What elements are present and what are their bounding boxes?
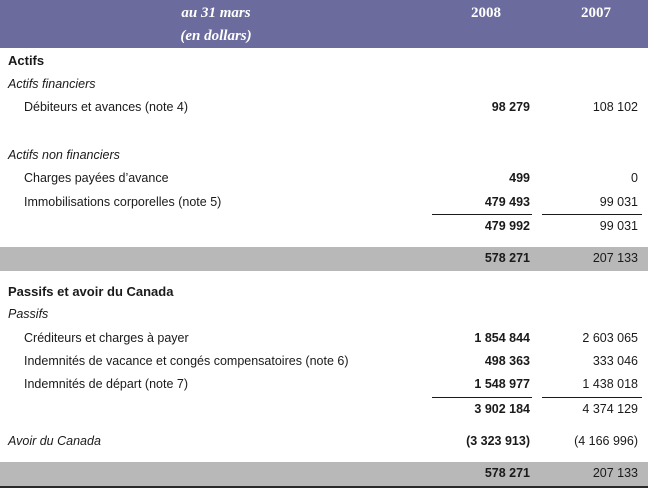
table-row-receivables [0,97,648,119]
row-label: Charges payées d’avance [24,171,169,185]
table-row-vacation [0,351,648,373]
value-2008: 498 363 [484,354,530,368]
table-row-equity [0,431,648,453]
value-2007: 333 046 [592,354,638,368]
value-2008: 3 902 184 [474,402,530,416]
value-2007: 99 031 [599,195,638,209]
subtotal-rule-2008 [432,397,532,398]
value-2007: 0 [631,171,638,185]
table-row-liabilities-subtotal [0,399,648,421]
value-2008: 479 493 [484,195,530,209]
row-label: Indemnités de départ (note 7) [24,377,188,391]
value-2007: 207 133 [592,466,638,480]
subsection-title: Actifs non financiers [8,148,120,162]
subsection-nonfinancial-assets [0,145,648,167]
value-2007: (4 166 996) [574,434,638,448]
value-2008: 578 271 [484,251,530,265]
value-2007: 4 374 129 [582,402,638,416]
table-header [0,0,648,48]
section-title-assets [0,50,648,72]
row-label: Créditeurs et charges à payer [24,331,189,345]
table-row-fixed-assets [0,192,648,214]
value-2007: 1 438 018 [582,377,638,391]
value-2008: 1 548 977 [474,377,530,391]
table-row-nonfinancial-subtotal [0,216,648,238]
section-title: Actifs [8,53,45,68]
column-header-2008: 2008 [471,5,501,21]
section-title-liabilities [0,281,648,303]
value-2008: 499 [509,171,530,185]
value-2008: 578 271 [484,466,530,480]
subtotal-rule-2008 [432,214,532,215]
subtotal-rule-2007 [542,397,642,398]
header-date-label: au 31 mars [181,5,251,21]
subsection-title: Passifs [8,307,49,321]
value-2008: 479 992 [484,219,530,233]
table-row-payables [0,328,648,350]
value-2007: 207 133 [592,251,638,265]
subtotal-rule-2007 [542,214,642,215]
subsection-liabilities [0,304,648,326]
value-2007: 99 031 [599,219,638,233]
header-unit-label: (en dollars) [180,28,252,44]
row-label: Immobilisations corporelles (note 5) [24,195,222,209]
column-header-2007: 2007 [581,5,611,21]
value-2008: 1 854 844 [474,331,530,345]
total-row-assets [0,247,648,271]
row-label: Débiteurs et avances (note 4) [24,100,188,114]
subsection-financial-assets [0,74,648,96]
value-2007: 2 603 065 [582,331,638,345]
value-2008: 98 279 [491,100,530,114]
total-values [0,462,648,484]
table-row-prepaid [0,168,648,190]
row-label: Avoir du Canada [8,434,101,448]
total-row-liabilities [0,462,648,486]
value-2007: 108 102 [592,100,638,114]
table-row-severance [0,374,648,396]
section-title: Passifs et avoir du Canada [8,284,174,299]
value-2008: (3 323 913) [466,434,530,448]
subsection-title: Actifs financiers [8,77,96,91]
row-label: Indemnités de vacance et congés compensatoires (note 6) [24,354,349,368]
total-values [0,247,648,269]
